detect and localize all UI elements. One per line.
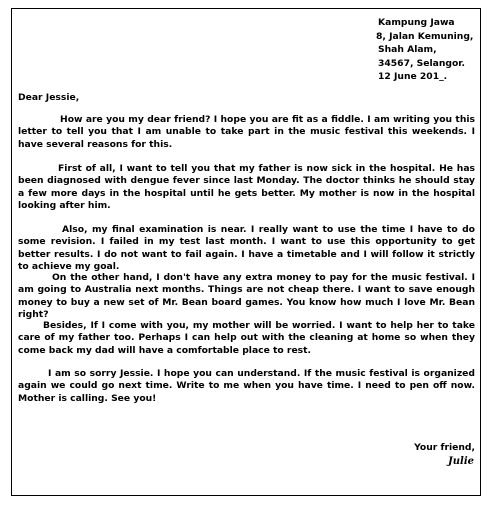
paragraph-money: On the other hand, I don't have any extra money to pay for the music festival. I am going to Australia next months. Things are not cheap there. I want to save enough money to buy a new set of Mr. Bean board games. You know how much I love Mr. Bean right?: [18, 272, 475, 321]
sender-address: [376, 16, 473, 84]
closing: Your friend,: [414, 442, 475, 453]
address-line-4: 34567, Selangor.: [378, 57, 465, 69]
paragraph-greeting: How are you my dear friend? I hope you are fit as a fiddle. I am writing you this letter to tell you that I am unable to take part in the music festival this weekends. I have several reasons for this.: [18, 114, 475, 150]
paragraph-apology: I am so sorry Jessie. I hope you can understand. If the music festival is organized again we could go next time. Write to me when you have time. I need to pen off now. Mother is calling. See you!: [18, 368, 475, 404]
salutation: Dear Jessie,: [18, 92, 80, 103]
address-line-3: Shah Alam,: [378, 44, 437, 55]
paragraph-examination: Also, my final examination is near. I really want to use the time I have to do some revision. I failed in my test last month. I want to use this opportunity to get better results. I do not want to fail again. I have a timetable and I will follow it strictly to achieve my goal.: [18, 224, 475, 273]
letter-date: 12 June 201_.: [378, 71, 448, 82]
paragraph-mother-worried: Besides, If I come with you, my mother will be worried. I want to help her to take care of my father too. Perhaps I can help out with the cleaning at home so when they come back my dad will have a comfortable place to rest.: [18, 320, 475, 356]
address-line-1: Kampung Jawa: [378, 17, 455, 28]
paragraph-father-sick: First of all, I want to tell you that my father is now sick in the hospital. He has been diagnosed with dengue fever since last Monday. The doctor thinks he should stay a few more days in the hospital until he gets better. My mother is now in the hospital looking after him.: [18, 163, 475, 212]
address-line-2: 8, Jalan Kemuning,: [376, 30, 474, 42]
signature: Julie: [448, 456, 474, 467]
